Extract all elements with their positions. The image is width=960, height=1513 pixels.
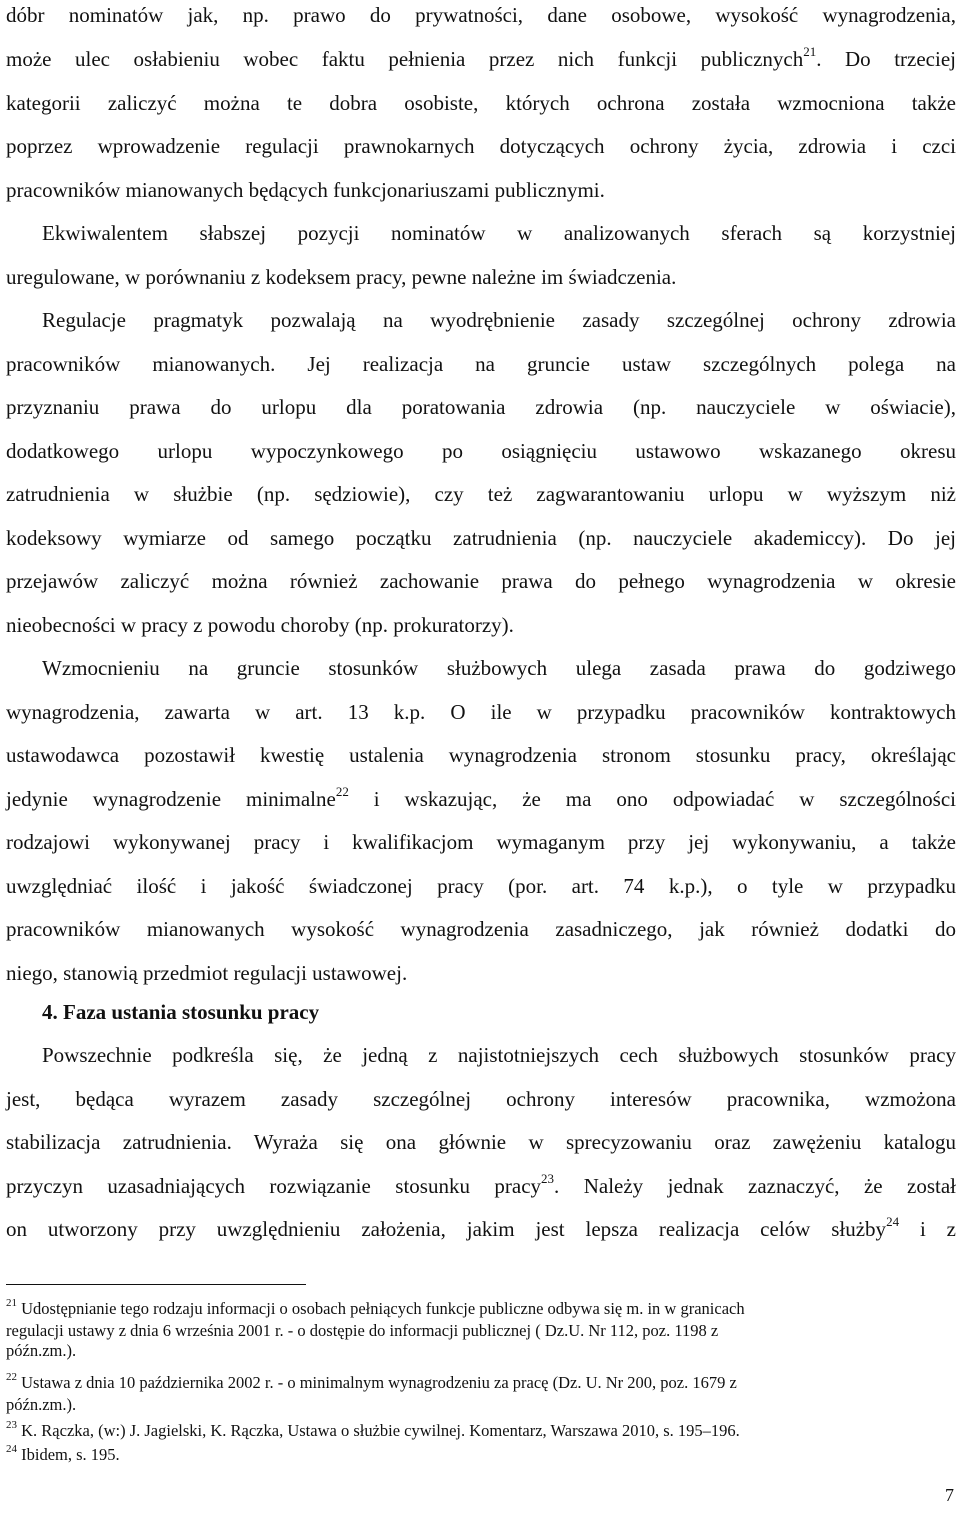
body-line: pracowników mianowanych. Jej realizacja na gruncie ustaw szczególnych polega na — [6, 352, 956, 376]
footnote-22-cont: późn.zm.). — [6, 1395, 77, 1414]
body-line: Ekwiwalentem słabszej pozycji nominatów w analizowanych sferach są korzystniej — [42, 221, 956, 245]
body-line: dóbr nominatów jak, np. prawo do prywatności, dane osobowe, wysokość wynagrodzenia, — [6, 3, 956, 27]
body-line: uwzględniać ilość i jakość świadczonej pracy (por. art. 74 k.p.), o tyle w przypadku — [6, 874, 956, 898]
footnote-number: 23 — [6, 1418, 17, 1431]
footnote-ref-22[interactable]: 22 — [335, 784, 349, 799]
body-line: Wzmocnieniu na gruncie stosunków służbowych ulega zasada prawa do godziwego — [42, 656, 956, 680]
footnote-ref-24[interactable]: 24 — [886, 1214, 900, 1229]
body-line: poprzez wprowadzenie regulacji prawnokarnych dotyczących ochrony życia, zdrowia i czci — [6, 134, 956, 158]
footnote-number: 24 — [6, 1442, 17, 1455]
section-heading: 4. Faza ustania stosunku pracy — [42, 1000, 320, 1024]
body-line: nieobecności w pracy z powodu choroby (np. prokuratorzy). — [6, 613, 514, 637]
footnote-ref-21[interactable]: 21 — [803, 44, 817, 59]
footnote-number: 21 — [6, 1296, 17, 1309]
body-line: zatrudnienia w służbie (np. sędziowie), czy też zagwarantowaniu urlopu w wyższym niż — [6, 482, 956, 506]
body-line: może ulec osłabieniu wobec faktu pełnienia przez nich funkcji publicznych$^{21}$. Do trzeciej — [6, 44, 956, 71]
footnote-21-cont: regulacji ustawy z dnia 6 września 2001 r. - o dostępie do informacji publicznej ( Dz.U. Nr 112, poz. 1198 z — [6, 1321, 719, 1340]
body-line: jedynie wynagrodzenie minimalne$^{22}$ i wskazując, że ma ono odpowiadać w szczególności — [6, 784, 956, 811]
body-line: Regulacje pragmatyk pozwalają na wyodrębnienie zasady szczególnej ochrony zdrowia — [42, 308, 956, 332]
footnote-21-cont: późn.zm.). — [6, 1341, 77, 1360]
body-line: on utworzony przy uwzględnieniu założenia, jakim jest lepsza realizacja celów służby$^{24}$ i z — [6, 1214, 957, 1241]
body-line: przyczyn uzasadniających rozwiązanie stosunku pracy$^{23}$. Należy jednak zaznaczyć, że został — [6, 1171, 957, 1198]
footnote-24: $^{24}$ Ibidem, s. 195. — [6, 1442, 120, 1464]
footnote-number: 22 — [6, 1370, 17, 1383]
body-line: stabilizacja zatrudnienia. Wyraża się ona głównie w sprecyzowaniu oraz zawężeniu katalogu — [6, 1130, 956, 1154]
footnote-21: $^{21}$ Udostępnianie tego rodzaju informacji o osobach pełniących funkcje publiczne odbywa się m. in w granicach — [6, 1296, 745, 1318]
body-line: wynagrodzenia, zawarta w art. 13 k.p. O ile w przypadku pracowników kontraktowych — [6, 700, 956, 724]
body-line: Powszechnie podkreśla się, że jedną z najistotniejszych cech służbowych stosunków pracy — [42, 1043, 956, 1067]
body-line: przejawów zaliczyć można również zachowanie prawa do pełnego wynagrodzenia w okresie — [6, 569, 956, 593]
body-line: uregulowane, w porównaniu z kodeksem pracy, pewne należne im świadczenia. — [6, 265, 677, 289]
body-line: ustawodawca pozostawił kwestię ustalenia wynagrodzenia stronom stosunku pracy, określając — [6, 743, 956, 767]
footnote-23: $^{23}$ K. Rączka, (w:) J. Jagielski, K. Rączka, Ustawa o służbie cywilnej. Komentarz, Warszawa 2010, s. 195–196. — [6, 1418, 740, 1440]
body-line: pracowników mianowanych będących funkcjonariuszami publicznymi. — [6, 178, 605, 202]
body-line: jest, będąca wyrazem zasady szczególnej ochrony interesów pracownika, wzmożona — [6, 1087, 956, 1111]
body-line: kategorii zaliczyć można te dobra osobiste, których ochrona została wzmocniona także — [6, 91, 956, 115]
page-number: 7 — [945, 1485, 954, 1505]
body-line: niego, stanowią przedmiot regulacji ustawowej. — [6, 961, 408, 985]
body-line: kodeksowy wymiarze od samego początku zatrudnienia (np. nauczyciele akademiccy). Do jej — [6, 526, 956, 550]
body-line: pracowników mianowanych wysokość wynagrodzenia zasadniczego, jak również dodatki do — [6, 917, 956, 941]
body-line: przyznaniu prawa do urlopu dla poratowania zdrowia (np. nauczyciele w oświacie), — [6, 395, 956, 419]
footnote-22: $^{22}$ Ustawa z dnia 10 października 2002 r. - o minimalnym wynagrodzeniu za pracę (Dz. U. Nr 200, poz. 1679 z — [6, 1370, 737, 1392]
body-line: rodzajowi wykonywanej pracy i kwalifikacjom wymaganym przy jej wykonywaniu, a także — [6, 830, 956, 854]
body-line: dodatkowego urlopu wypoczynkowego po osiągnięciu ustawowo wskazanego okresu — [6, 439, 956, 463]
footnote-ref-23[interactable]: 23 — [541, 1171, 555, 1186]
footnote-separator — [6, 1284, 306, 1285]
